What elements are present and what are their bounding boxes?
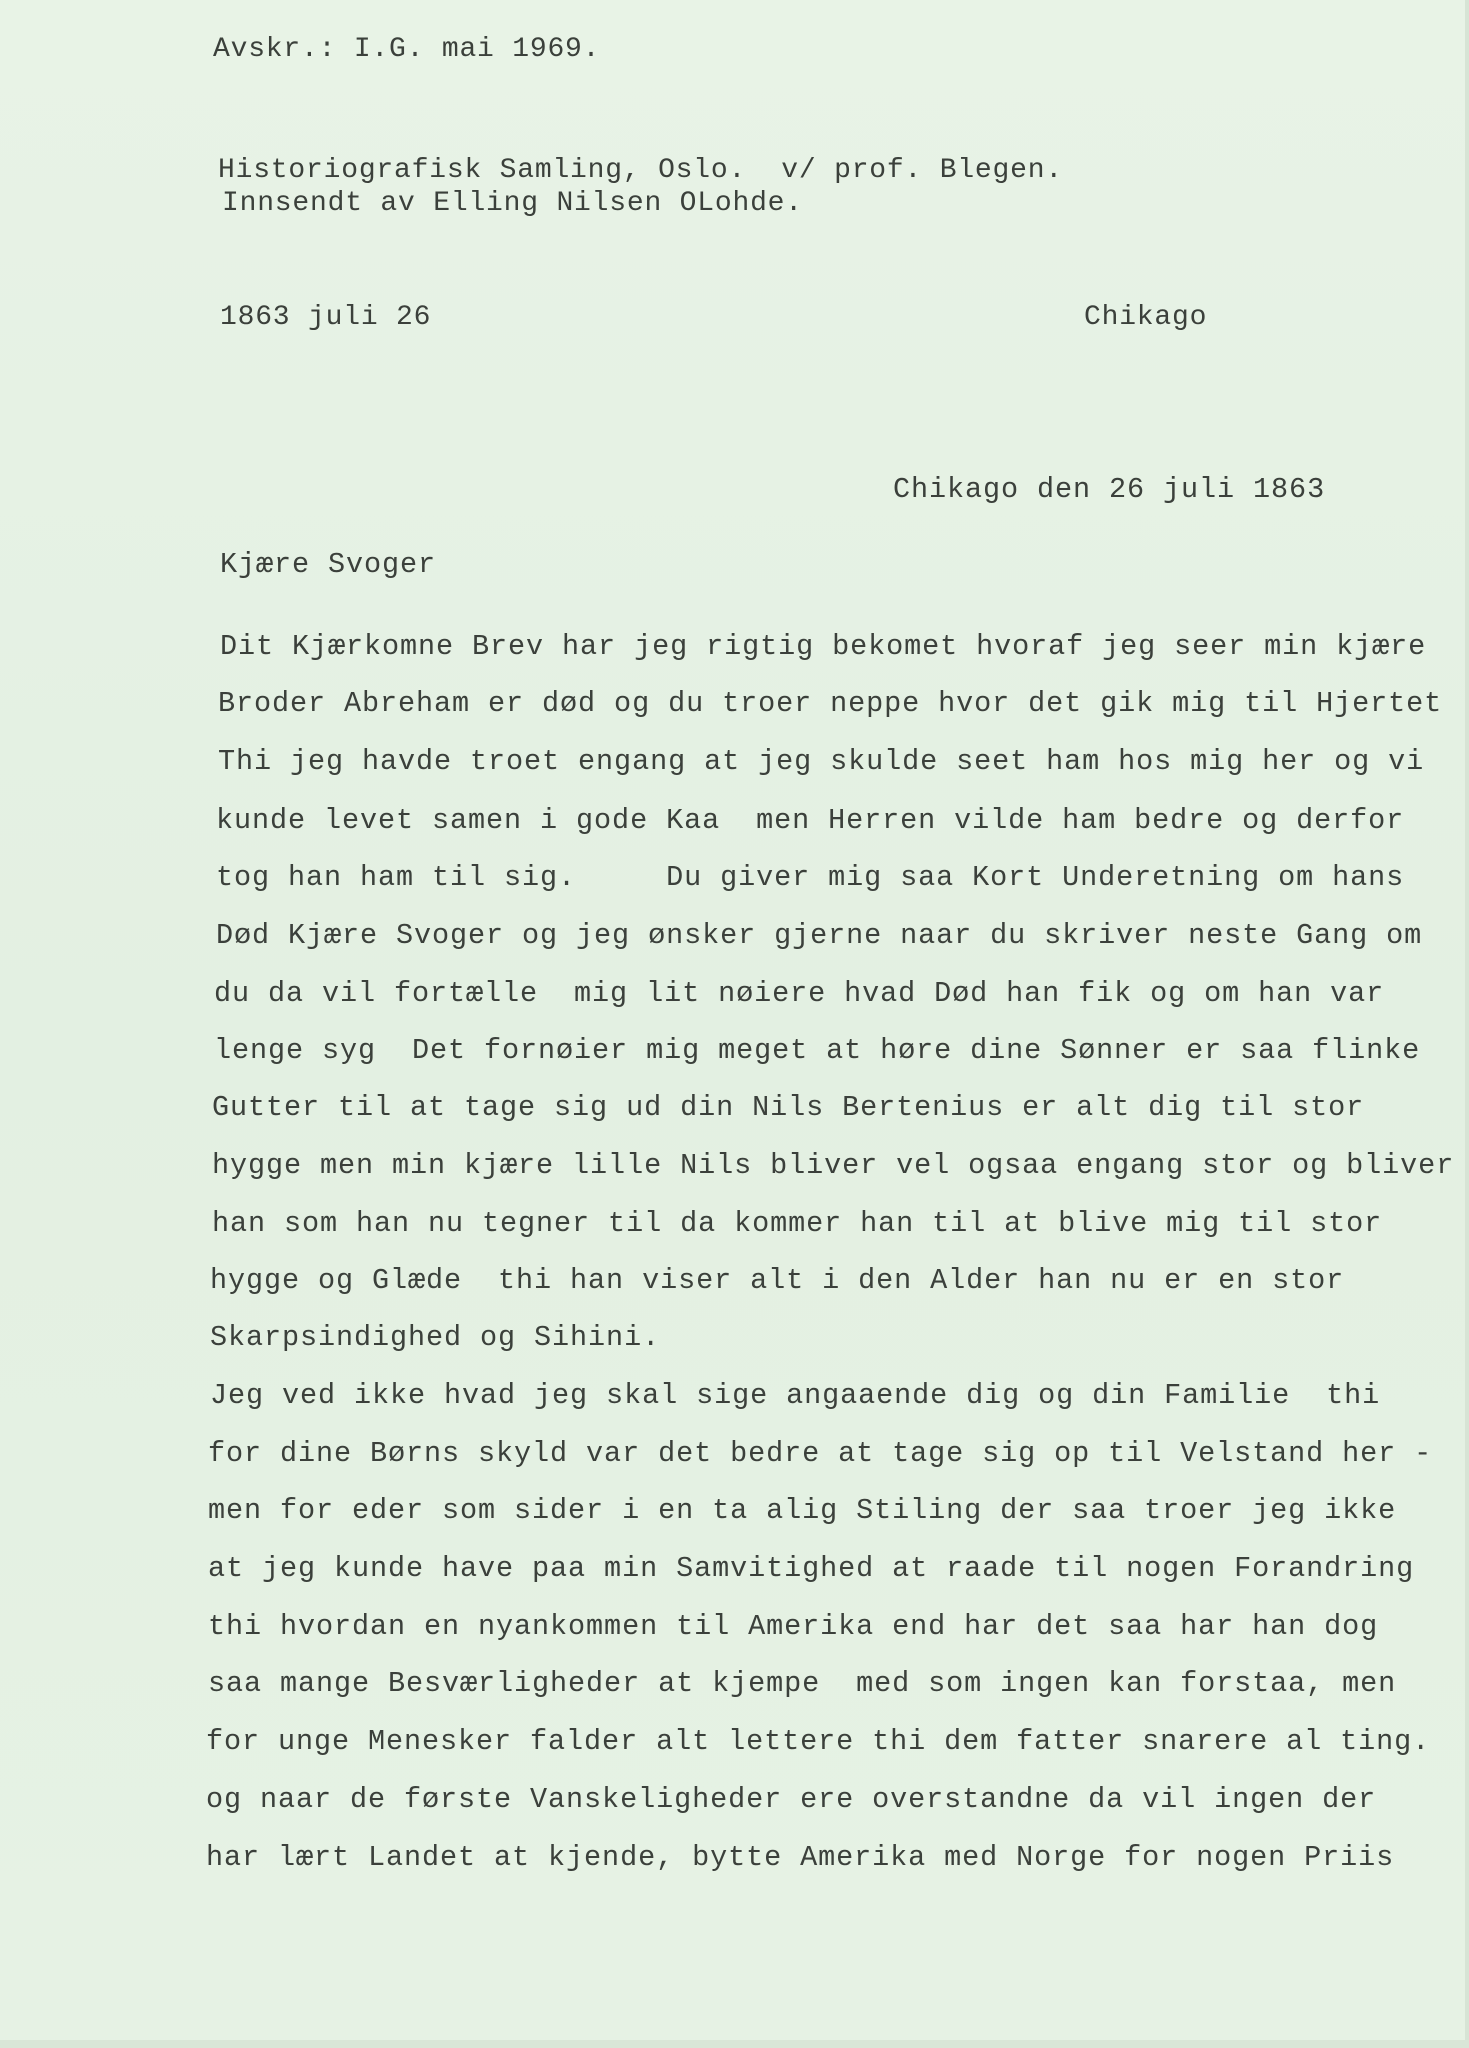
body-line: Jeg ved ikke hvad jeg skal sige angaaende dig og din Familie thi xyxy=(210,1379,1381,1412)
header-place: Chikago xyxy=(1084,302,1208,333)
header-date: 1863 juli 26 xyxy=(220,302,432,333)
body-line: hygge men min kjære lille Nils bliver vel ogsaa engang stor og bliver xyxy=(212,1149,1455,1182)
body-line: Skarpsindighed og Sihini. xyxy=(210,1321,661,1354)
body-line: har lært Landet at kjende, bytte Amerika med Norge for nogen Priis xyxy=(206,1841,1395,1874)
body-line: lenge syg Det fornøier mig meget at høre dine Sønner er saa flinke xyxy=(214,1034,1421,1067)
body-line: og naar de første Vanskeligheder ere overstandne da vil ingen der xyxy=(206,1783,1377,1816)
salutation: Kjære Svoger xyxy=(220,548,437,581)
body-line: Gutter til at tage sig ud din Nils Bertenius er alt dig til stor xyxy=(212,1091,1365,1124)
body-line: hygge og Glæde thi han viser alt i den Alder han nu er en stor xyxy=(210,1264,1345,1297)
archive-line: Historiografisk Samling, Oslo. v/ prof. Blegen. xyxy=(218,155,1063,186)
body-line: han som han nu tegner til da kommer han til at blive mig til stor xyxy=(212,1207,1383,1240)
letter-dateline: Chikago den 26 juli 1863 xyxy=(893,473,1326,506)
body-line: saa mange Besværligheder at kjempe med som ingen kan forstaa, men xyxy=(208,1667,1397,1700)
body-line: thi hvordan en nyankommen til Amerika end har det saa har han dog xyxy=(208,1610,1379,1643)
body-line: Død Kjære Svoger og jeg ønsker gjerne naar du skriver neste Gang om xyxy=(216,919,1423,952)
body-line: tog han ham til sig. Du giver mig saa Kort Underetning om hans xyxy=(216,861,1405,894)
transcription-note: Avskr.: I.G. mai 1969. xyxy=(213,34,601,65)
body-line: at jeg kunde have paa min Samvitighed at raade til nogen Forandring xyxy=(208,1552,1415,1585)
body-line: men for eder som sider i en ta alig Stiling der saa troer jeg ikke xyxy=(208,1494,1397,1527)
body-line: Dit Kjærkomne Brev har jeg rigtig bekomet hvoraf jeg seer min kjære xyxy=(220,630,1427,663)
body-line: kunde levet samen i gode Kaa men Herren vilde ham bedre og derfor xyxy=(216,804,1405,837)
body-line: Thi jeg havde troet engang at jeg skulde seet ham hos mig her og vi xyxy=(218,745,1425,778)
body-line: Broder Abreham er død og du troer neppe hvor det gik mig til Hjertet xyxy=(218,687,1443,720)
body-line: for unge Menesker falder alt lettere thi dem fatter snarere al ting. xyxy=(206,1725,1431,1758)
body-line: du da vil fortælle mig lit nøiere hvad Død han fik og om han var xyxy=(214,977,1385,1010)
submitted-line: Innsendt av Elling Nilsen OLohde. xyxy=(222,188,803,219)
body-line: for dine Børns skyld var det bedre at tage sig op til Velstand her - xyxy=(208,1437,1433,1470)
